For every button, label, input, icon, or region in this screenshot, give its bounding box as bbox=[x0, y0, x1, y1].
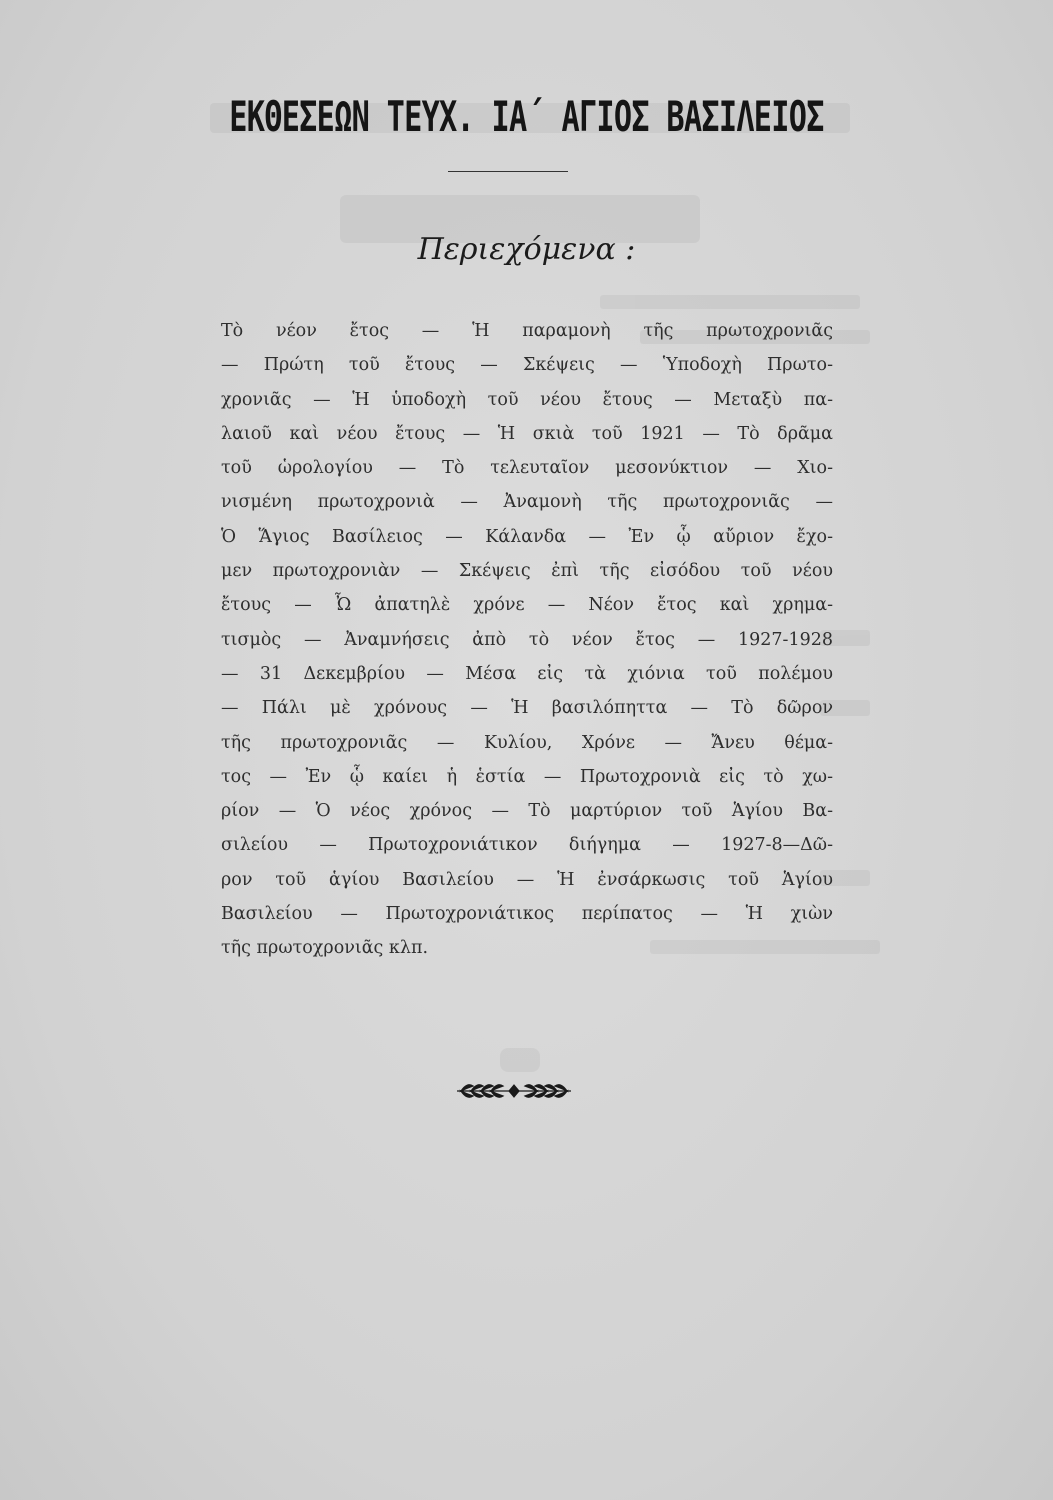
book-title: ΕΚΘΕΣΕΩΝ ΤΕΥΧ. ΙΑ΄ ΑΓΙΟΣ ΒΑΣΙΛΕΙΟΣ bbox=[229, 92, 824, 141]
contents-line: τισμὸς — Ἀναμνήσεις ἀπὸ τὸ νέον ἔτος — 1927-1928 bbox=[221, 629, 833, 650]
title-divider bbox=[448, 171, 568, 172]
contents-line: νισμένη πρωτοχρονιὰ — Ἀναμονὴ τῆς πρωτοχρονιᾶς — bbox=[221, 492, 833, 513]
contents-line: — Πρώτη τοῦ ἔτους — Σκέψεις — Ὑποδοχὴ Πρωτο- bbox=[221, 355, 833, 376]
contents-line: χρονιᾶς — Ἡ ὑποδοχὴ τοῦ νέου ἔτους — Μεταξὺ πα- bbox=[221, 389, 833, 410]
contents-line: — Πάλι μὲ χρόνους — Ἡ βασιλόπηττα — Τὸ δῶρον bbox=[221, 698, 833, 719]
leaf-scroll-ornament-icon bbox=[455, 1076, 573, 1106]
contents-line-last: τῆς πρωτοχρονιᾶς κλπ. bbox=[221, 938, 429, 959]
contents-line: ἔτους — Ὦ ἀπατηλὲ χρόνε — Νέον ἔτος καὶ χρημα- bbox=[221, 595, 833, 616]
contents-line: ρον τοῦ ἁγίου Βασιλείου — Ἡ ἐνσάρκωσις τοῦ Ἁγίου bbox=[221, 869, 833, 890]
contents-line: τος — Ἐν ᾧ καίει ἡ ἑστία — Πρωτοχρονιὰ εἰς τὸ χω- bbox=[221, 766, 833, 787]
contents-line: τῆς πρωτοχρονιᾶς — Κυλίου, Χρόνε — Ἄνευ θέμα- bbox=[221, 732, 833, 753]
contents-line: Ὁ Ἅγιος Βασίλειος — Κάλανδα — Ἐν ᾧ αὔριον ἔχο- bbox=[221, 526, 833, 547]
contents-heading: Περιεχόμενα : bbox=[417, 232, 636, 267]
contents-line: τοῦ ὡρολογίου — Τὸ τελευταῖον μεσονύκτιον — Χιο- bbox=[221, 458, 833, 479]
contents-line: σιλείου — Πρωτοχρονιάτικον διήγημα — 1927-8—Δῶ- bbox=[221, 835, 833, 856]
contents-list bbox=[221, 314, 833, 966]
contents-line: λαιοῦ καὶ νέου ἔτους — Ἡ σκιὰ τοῦ 1921 — Τὸ δρᾶμα bbox=[221, 423, 833, 444]
contents-line: Τὸ νέον ἔτος — Ἡ παραμονὴ τῆς πρωτοχρονιᾶς bbox=[221, 321, 833, 341]
contents-line: μεν πρωτοχρονιὰν — Σκέψεις ἐπὶ τῆς εἰσόδου τοῦ νέου bbox=[221, 561, 833, 582]
contents-line: — 31 Δεκεμβρίου — Μέσα εἰς τὰ χιόνια τοῦ πολέμου bbox=[221, 663, 833, 684]
contents-line: ρίον — Ὁ νέος χρόνος — Τὸ μαρτύριον τοῦ Ἁγίου Βα- bbox=[221, 801, 833, 822]
contents-line: Βασιλείου — Πρωτοχρονιάτικος περίπατος — Ἡ χιὼν bbox=[221, 904, 833, 925]
